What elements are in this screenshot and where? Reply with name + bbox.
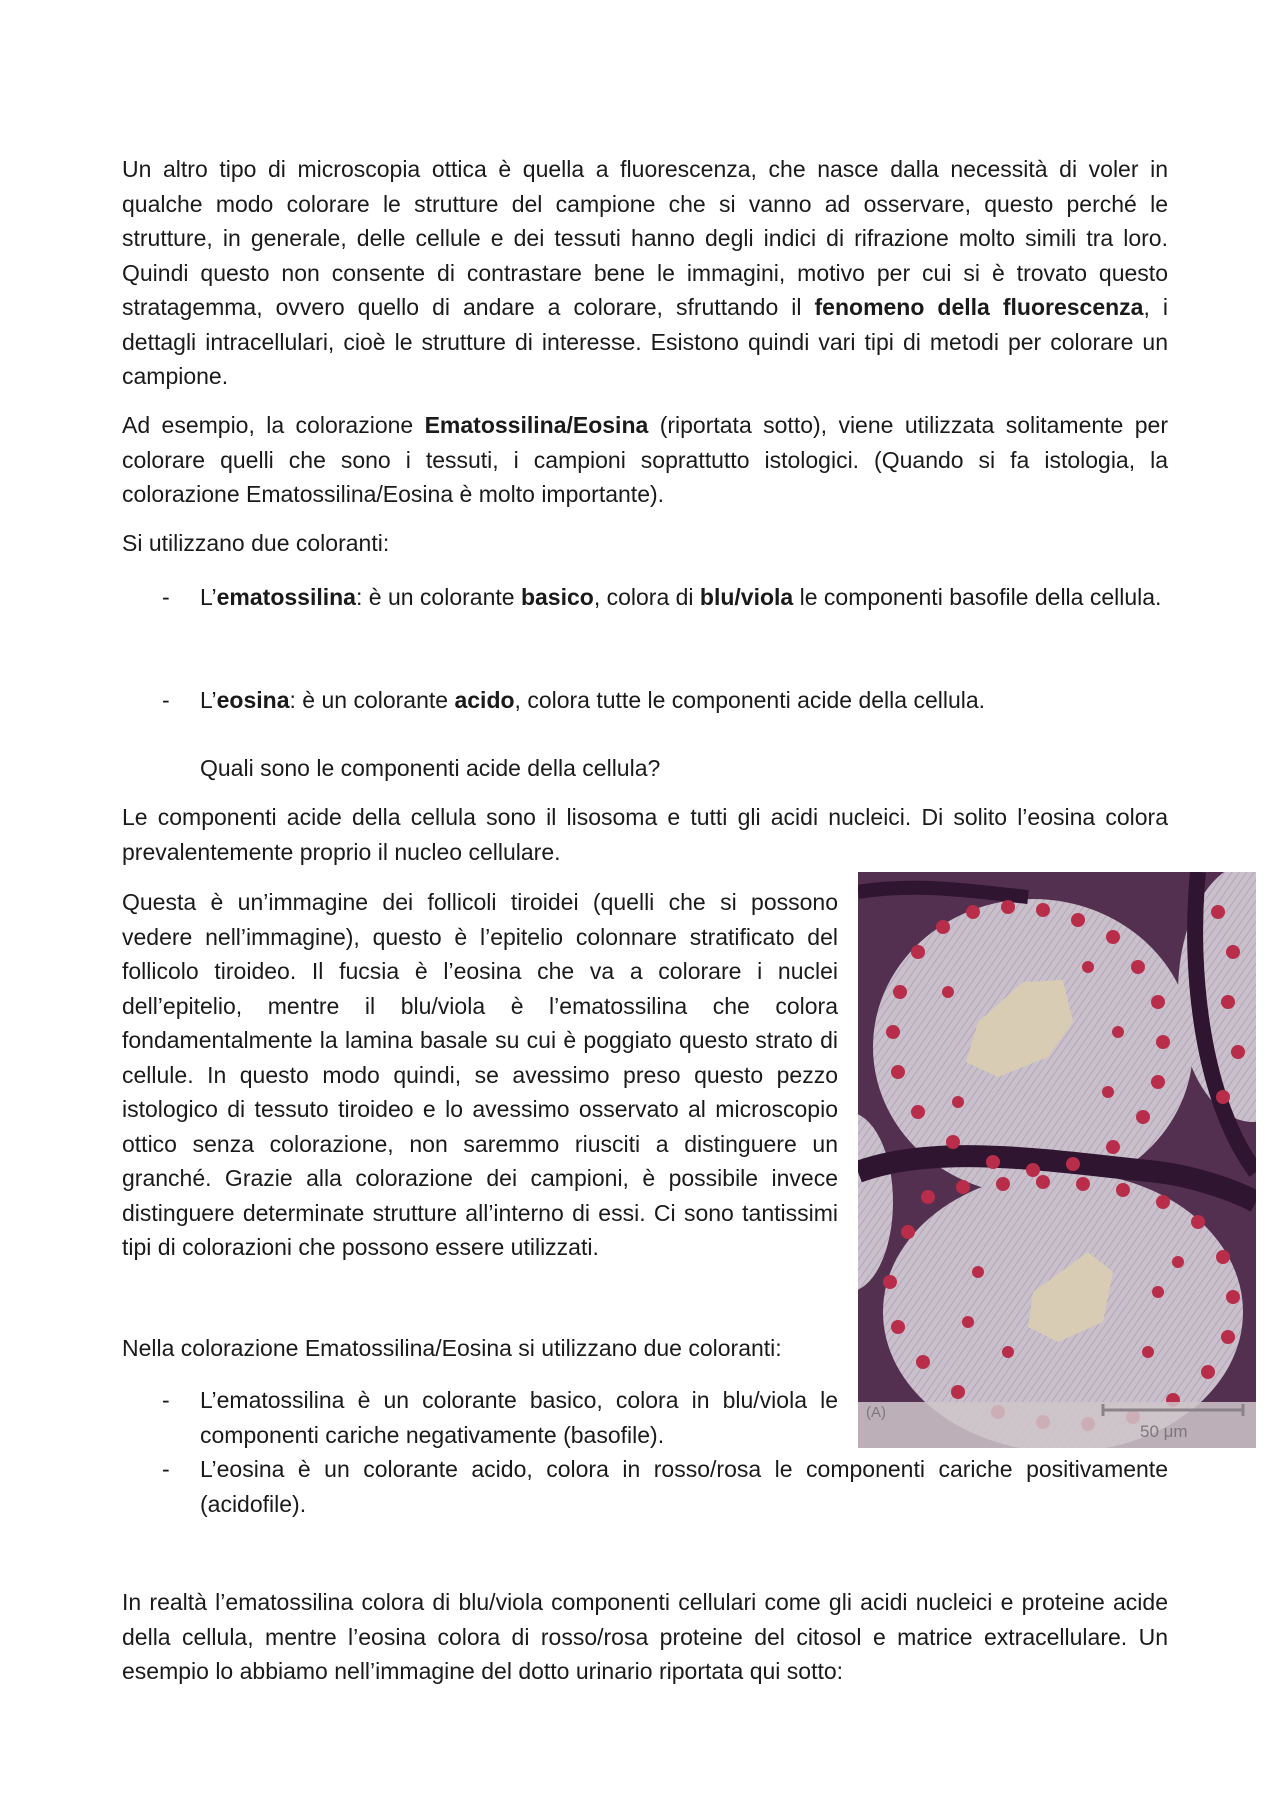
list-item-hematoxylin: - L’ematossilina: è un colorante basico, colora di blu/viola le componenti basofile della cellula. (162, 584, 1162, 610)
list-item-eosin: - L’eosina: è un colorante acido, colora tutte le componenti acide della cellula. (162, 687, 986, 713)
paragraph-dyes-intro: Si utilizzano due coloranti: (122, 530, 390, 556)
paragraph-answer: Le componenti acide della cellula sono il lisosoma e tutti gli acidi nucleici. Di solito l’eosina colora prevalentemente proprio il nucleo cellulare. (122, 804, 1168, 865)
paragraph-he-intro: Nella colorazione Ematossilina/Eosina si utilizzano due coloranti: (122, 1335, 782, 1361)
bold-fluorescence: fenomeno della fluorescenza (814, 294, 1144, 320)
paragraph-reality: In realtà l’ematossilina colora di blu/viola componenti cellulari come gli acidi nucleici e proteine acide della cellula, mentre l’eosina colora di rosso/rosa proteine del citosol e matrice extracellulare. Un esempio lo abbiamo nell’immagine del dotto urinario riportata qui sotto: (122, 1589, 1168, 1684)
scale-bar-label: 50 μm (1140, 1422, 1188, 1441)
paragraph-image-description: Questa è un’immagine dei follicoli tiroidei (quelli che si possono vedere nell’immagine), questo è l’epitelio colonnare stratificato del follicolo tiroideo. Il fucsia è l’eosina che va a colorare i nuclei dell’epitelio, mentre il blu/viola è l’ematossilina che colora fondamentalmente la lamina basale su cui è poggiato questo strato di cellule. In questo modo quindi, se avessimo preso questo pezzo istologico di tessuto tiroideo e lo avessimo osservato al microscopio ottico senza colorazione, non saremmo riusciti a distinguere un granché. Grazie alla colorazione dei campioni, è possibile invece distinguere determinate strutture all’interno di essi. Ci sono tantissimi tipi di colorazioni che possono essere utilizzati. (122, 889, 838, 1260)
question-line: Quali sono le componenti acide della cellula? (200, 755, 661, 781)
list-item-he-eosin: - L’eosina è un colorante acido, colora in rosso/rosa le componenti cariche positivamente (acidofile). (162, 1456, 1168, 1517)
paragraph-fluorescence: Un altro tipo di microscopia ottica è quella a fluorescenza, che nasce dalla necessità di voler in qualche modo colorare le strutture del campione che si vanno ad osservare, questo perché le strutture, in generale, delle cellule e dei tessuti hanno degli indici di rifrazione molto simili tra loro. Quindi questo non consente di contrastare bene le immagini, motivo per cui si è trovato questo stratagemma, ovvero quello di andare a colorare, sfruttando il fenomeno della fluorescenza, i dettagli intracellulari, cioè le strutture di interesse. Esistono quindi vari tipi di metodi per colorare un campione. (122, 156, 1168, 389)
list-item-he-hematoxylin: - L’ematossilina è un colorante basico, colora in blu/viola le componenti cariche negativamente (basofile). (162, 1387, 838, 1448)
paragraph-he-example: Ad esempio, la colorazione Ematossilina/Eosina (riportata sotto), viene utilizzata solitamente per colorare quelli che sono i tessuti, i campioni soprattutto istologici. (Quando si fa istologia, la colorazione Ematossilina/Eosina è molto importante). (122, 412, 1168, 507)
bold-he: Ematossilina/Eosina (424, 412, 649, 438)
panel-label: (A) (866, 1404, 886, 1421)
